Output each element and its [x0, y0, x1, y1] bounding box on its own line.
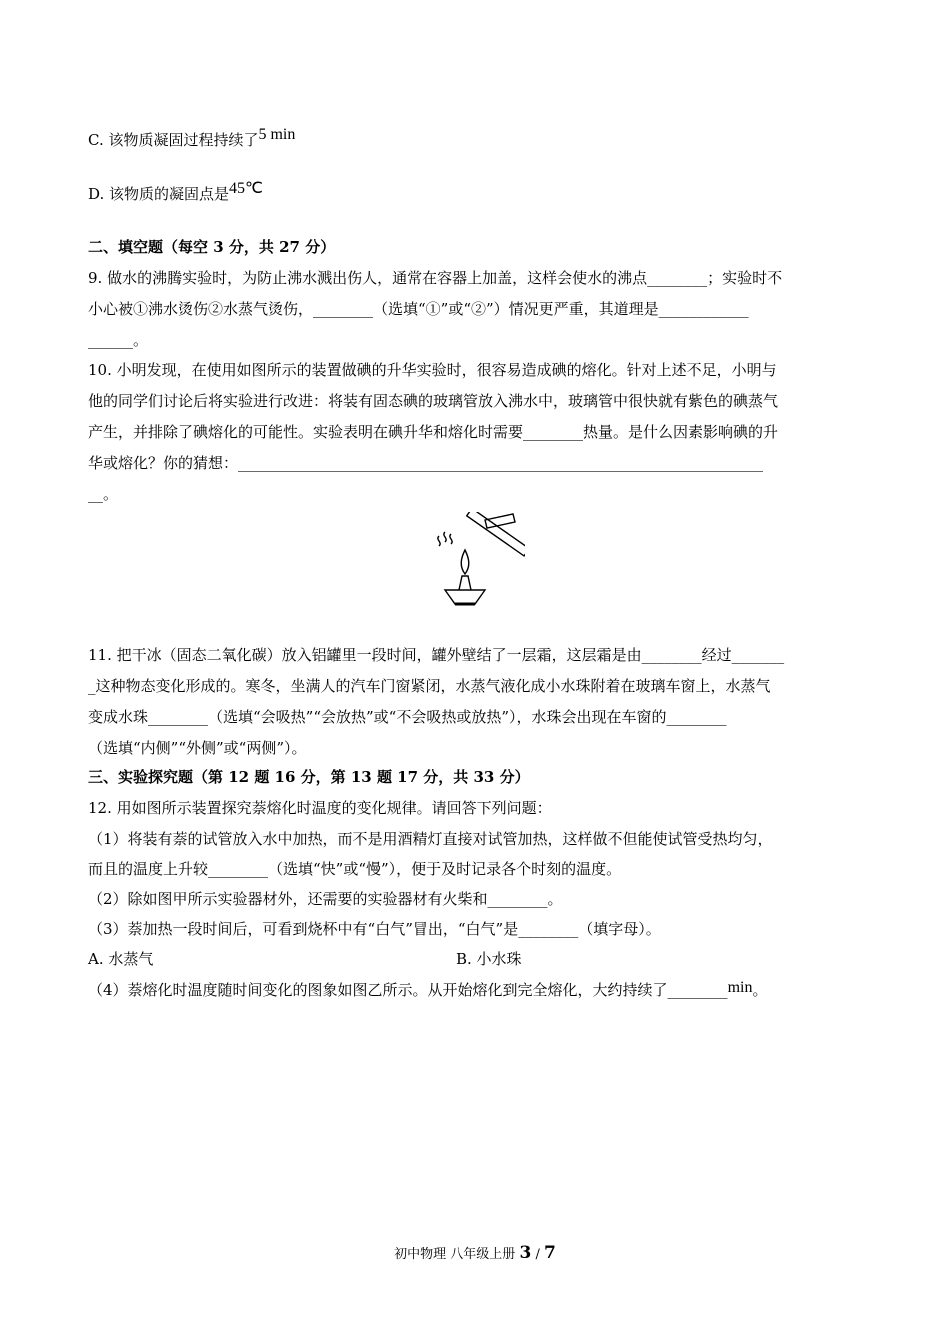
- iodine-sublimation-apparatus-figure: [425, 512, 525, 612]
- option-c: [88, 126, 296, 151]
- option-c-value: 5 min: [258, 126, 296, 143]
- q12-option-b: B. 小水珠: [456, 950, 522, 968]
- q12-part1-line-1: （1）将装有萘的试管放入水中加热，而不是用酒精灯直接对试管加热，这样做不但能使试管受热均匀，: [88, 830, 773, 848]
- q10-line-3: 产生，并排除了碘熔化的可能性。实验表明在碘升华和熔化时需要________热量。是什么因素影响碘的升: [88, 423, 779, 441]
- option-c-text: C. 该物质凝固过程持续了: [88, 131, 259, 149]
- section-2-title: 二、填空题（每空 3 分，共 27 分）: [88, 238, 336, 256]
- q9-line-2: 小心被①沸水烫伤②水蒸气烫伤，________（选填“①”或“②”）情况更严重，其道理是____________: [88, 300, 749, 318]
- vapor-lines: [438, 532, 452, 546]
- q12-part4: [88, 980, 767, 1001]
- footer-page-number: 3: [519, 1243, 532, 1263]
- test-tube: [467, 512, 525, 556]
- burner-body: [445, 590, 485, 604]
- page-footer: [0, 1243, 950, 1263]
- q11-line-1: 11. 把干冰（固态二氧化碳）放入铝罐里一段时间，罐外壁结了一层霜，这层霜是由________经过_______: [88, 646, 785, 664]
- footer-separator: /: [535, 1247, 540, 1262]
- option-d: [88, 180, 263, 205]
- q11-line-4: （选填“内侧”“外侧”或“两侧”）。: [88, 739, 307, 757]
- q10-line-5: __。: [88, 485, 119, 503]
- q12-part1-line-2: 而且的温度上升较________（选填“快”或“慢”），便于及时记录各个时刻的温度。: [88, 860, 622, 878]
- q11-line-2: _这种物态变化形成的。寒冬，坐满人的汽车门窗紧闭，水蒸气液化成小水珠附着在玻璃车窗上，水蒸气: [88, 677, 771, 695]
- q11-line-3: 变成水珠________（选填“会吸热”“会放热”或“不会吸热或放热”），水珠会出现在车窗的________: [88, 708, 727, 726]
- q12-part4-end: 。: [752, 981, 768, 999]
- q9-line-3: ______。: [88, 331, 149, 349]
- footer-subject: 初中物理 八年级上册: [394, 1247, 516, 1262]
- q10-line-4: 华或熔化？你的猜想：______________________________________________________________________: [88, 454, 764, 472]
- q12-option-a: A. 水蒸气: [88, 950, 154, 968]
- section-3-title: 三、实验探究题（第 12 题 16 分，第 13 题 17 分，共 33 分）: [88, 768, 530, 786]
- q10-line-1: 10. 小明发现，在使用如图所示的装置做碘的升华实验时，很容易造成碘的熔化。针对上述不足，小明与: [88, 361, 777, 379]
- q12-intro: 12. 用如图所示装置探究萘熔化时温度的变化规律。请回答下列问题：: [88, 799, 552, 817]
- footer-total-pages: 7: [543, 1243, 556, 1263]
- burner-neck: [459, 576, 471, 590]
- q9-line-1: 9. 做水的沸腾实验时，为防止沸水溅出伤人，通常在容器上加盖，这样会使水的沸点________；实验时不: [88, 269, 783, 287]
- q12-part4-text: （4）萘熔化时温度随时间变化的图象如图乙所示。从开始熔化到完全熔化，大约持续了________: [88, 981, 728, 999]
- q10-line-2: 他的同学们讨论后将实验进行改进：将装有固态碘的玻璃管放入沸水中，玻璃管中很快就有紫色的碘蒸气: [88, 392, 779, 410]
- flame: [461, 550, 469, 574]
- q12-part2: （2）除如图甲所示实验器材外，还需要的实验器材有火柴和________。: [88, 890, 563, 908]
- q12-part3: （3）萘加热一段时间后，可看到烧杯中有“白气”冒出，“白气”是________（填字母）。: [88, 920, 661, 938]
- option-d-value: 45℃: [229, 180, 263, 197]
- q12-part4-unit: min: [727, 979, 753, 996]
- option-d-text: D. 该物质的凝固点是: [88, 185, 230, 203]
